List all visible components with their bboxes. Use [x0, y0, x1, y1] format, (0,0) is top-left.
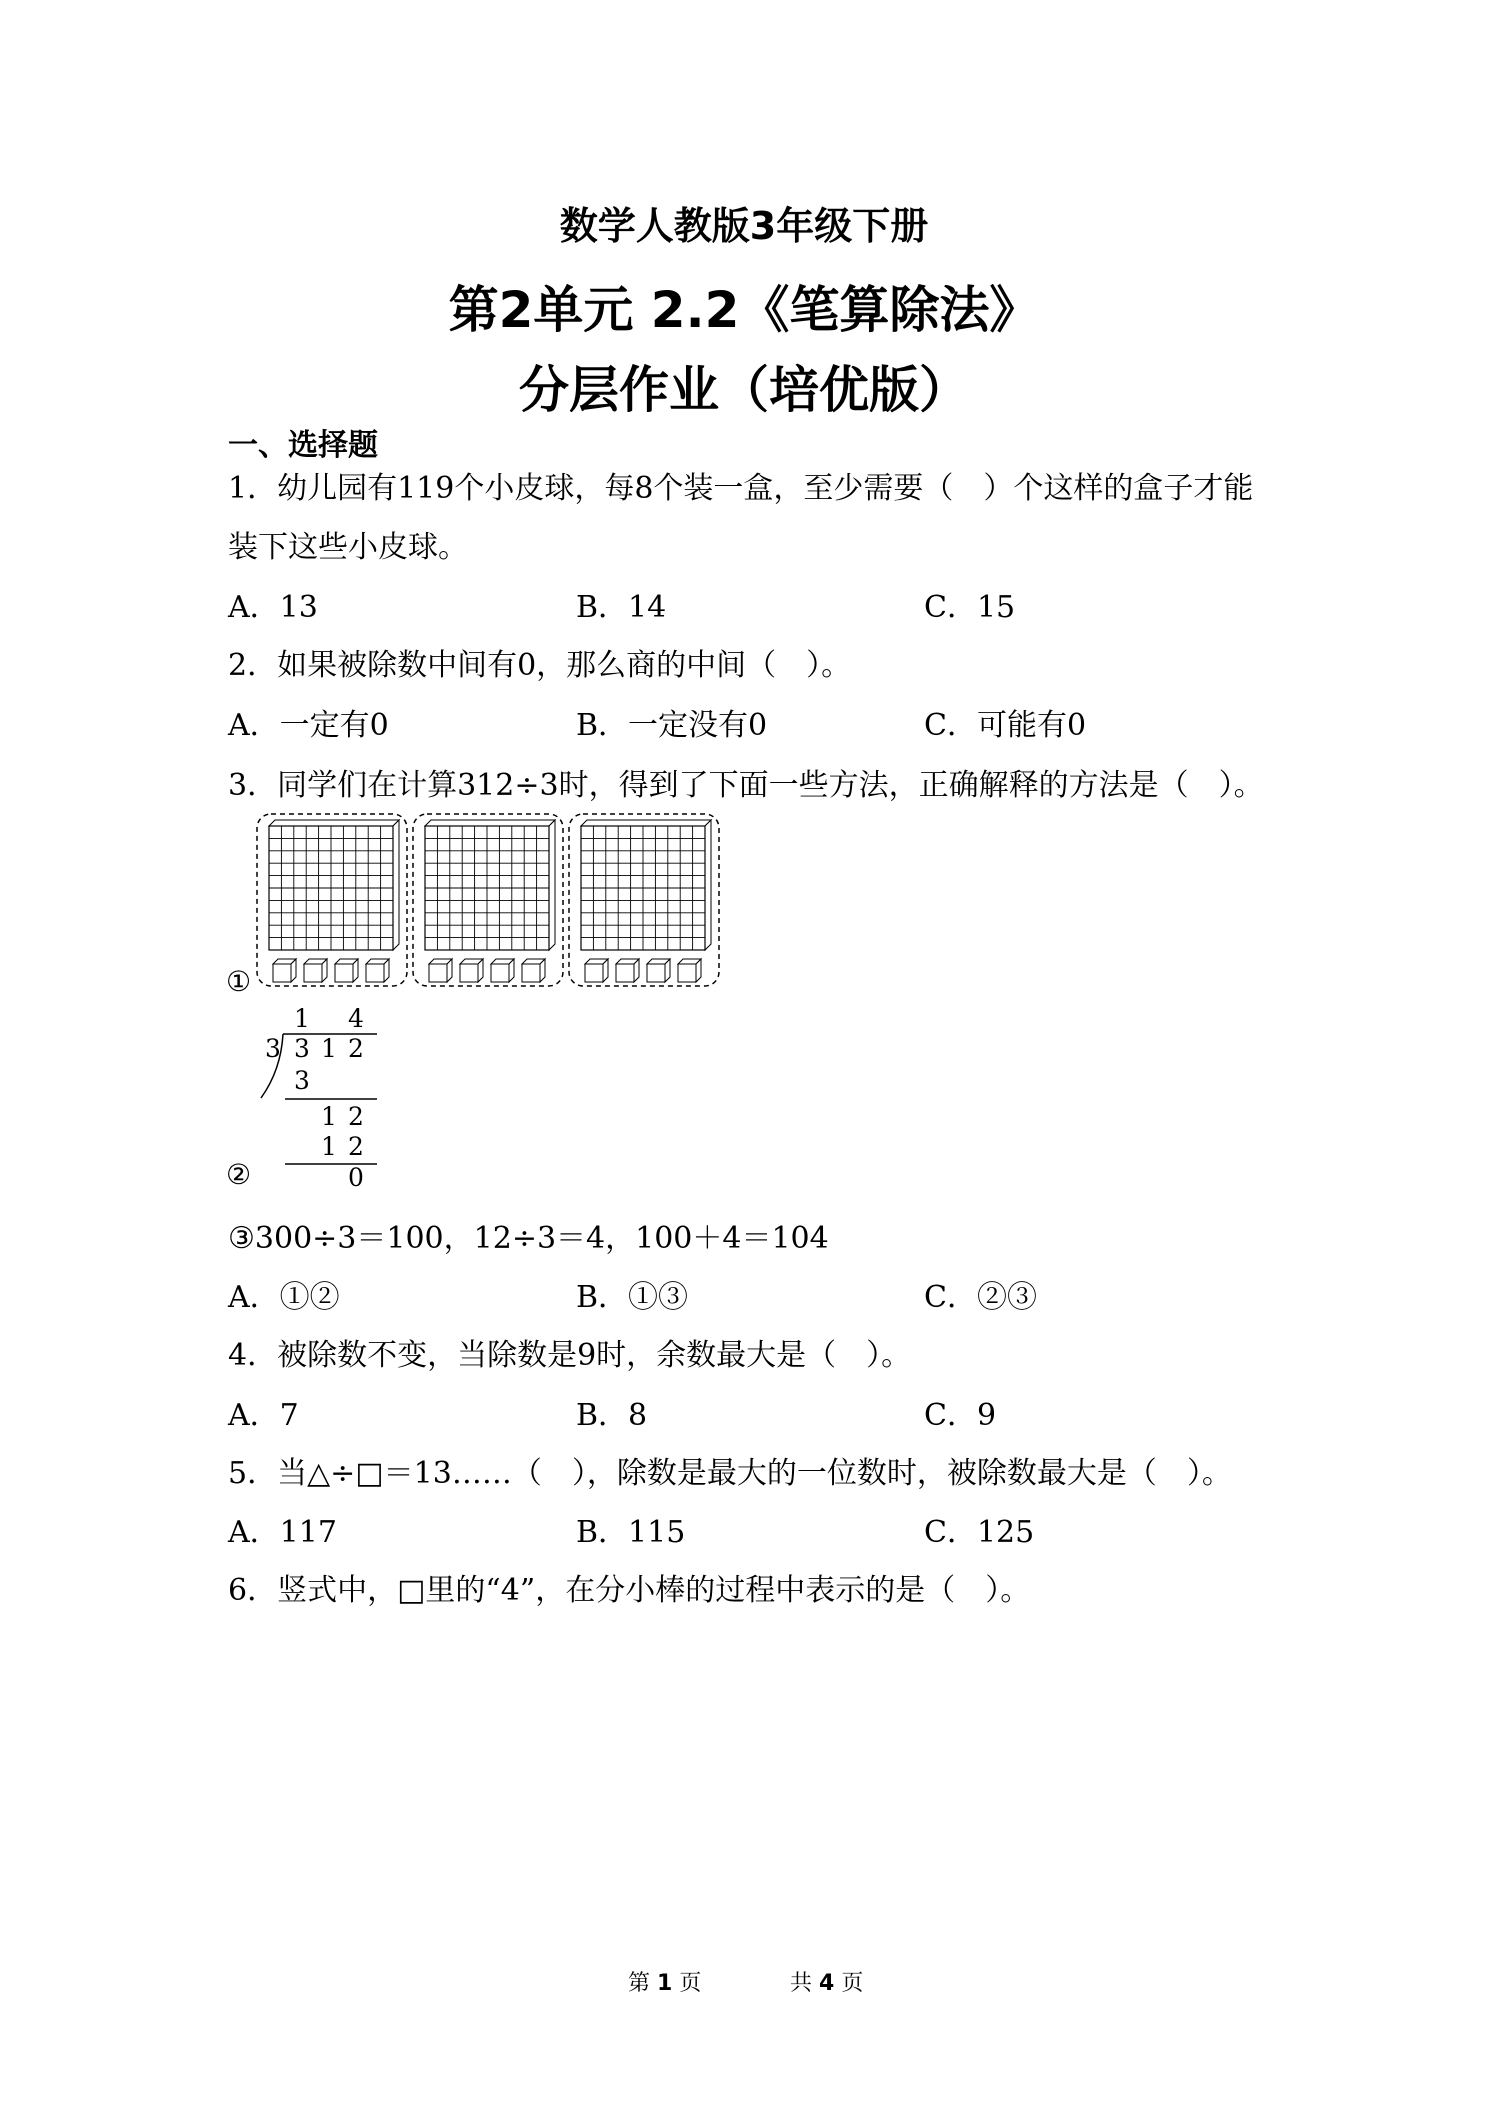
- question-1-line1: 1．幼儿园有119个小皮球，每8个装一盒，至少需要（ ）个这样的盒子才能: [228, 471, 1254, 506]
- unit-cube: [616, 959, 639, 982]
- dividend-digit: 3: [294, 1034, 310, 1063]
- hundred-flat: [269, 820, 399, 950]
- homework-title: 分层作业（培优版）: [519, 361, 969, 419]
- unit-cube: [647, 959, 670, 982]
- q4-option-c: C．9: [924, 1398, 997, 1433]
- q3-option-a: A．①②: [228, 1280, 340, 1315]
- question-2: 2．如果被除数中间有0，那么商的中间（ ）。: [228, 648, 852, 683]
- unit-cube: [304, 959, 327, 982]
- step-digit: 2: [348, 1102, 364, 1131]
- question-5: 5．当△÷□＝13……（ ），除数是最大的一位数时，被除数最大是（ ）。: [228, 1456, 1232, 1491]
- unit-cube: [491, 959, 514, 982]
- q4-option-b: B．8: [576, 1398, 648, 1433]
- block-group: [257, 814, 407, 986]
- step-digit: 2: [348, 1132, 364, 1161]
- long-division-figure: [255, 1000, 395, 1195]
- hundred-flat: [581, 820, 711, 950]
- page-total: 共 4 页: [790, 1971, 864, 1996]
- question-1-line2: 装下这些小皮球。: [228, 530, 468, 565]
- page-number: 第 1 页: [628, 1971, 702, 1996]
- block-group: [569, 814, 719, 986]
- remainder: 0: [348, 1163, 364, 1192]
- unit-cube: [585, 959, 608, 982]
- unit-cube: [429, 959, 452, 982]
- q2-option-c: C．可能有0: [924, 708, 1087, 743]
- q1-option-a: A．13: [228, 590, 318, 625]
- quotient-digit: 1: [294, 1004, 310, 1033]
- method-2-label: ②: [226, 1158, 252, 1191]
- q2-option-b: B．一定没有0: [576, 708, 768, 743]
- base-ten-blocks-figure: [255, 812, 725, 997]
- divisor: 3: [265, 1034, 281, 1063]
- question-6: 6．竖式中，□里的“4”，在分小棒的过程中表示的是（ ）。: [228, 1573, 1031, 1608]
- q5-option-b: B．115: [576, 1515, 686, 1550]
- block-group: [413, 814, 563, 986]
- q3-option-b: B．①③: [576, 1280, 689, 1315]
- q4-option-a: A．7: [228, 1398, 299, 1433]
- unit-cube: [366, 959, 389, 982]
- hundred-flat: [425, 820, 555, 950]
- question-4: 4．被除数不变，当除数是9时，余数最大是（ ）。: [228, 1338, 912, 1373]
- unit-cube: [522, 959, 545, 982]
- unit-cube: [273, 959, 296, 982]
- q1-option-c: C．15: [924, 590, 1016, 625]
- quotient-digit: 4: [348, 1004, 364, 1033]
- dividend-digit: 1: [321, 1034, 337, 1063]
- unit-cube: [678, 959, 701, 982]
- step-digit: 1: [321, 1132, 337, 1161]
- q1-option-b: B．14: [576, 590, 667, 625]
- unit-title: 第2单元 2.2《笔算除法》: [448, 281, 1040, 339]
- unit-cube: [460, 959, 483, 982]
- step-product: 3: [294, 1066, 310, 1095]
- dividend-digit: 2: [348, 1034, 364, 1063]
- unit-cube: [335, 959, 358, 982]
- method-1-label: ①: [226, 965, 252, 998]
- q2-option-a: A．一定有0: [228, 708, 389, 743]
- method-3: ③300÷3＝100，12÷3＝4，100＋4＝104: [228, 1221, 829, 1256]
- question-3: 3．同学们在计算312÷3时，得到了下面一些方法，正确解释的方法是（ ）。: [228, 768, 1264, 803]
- section-heading: 一、选择题: [228, 428, 378, 463]
- doc-title: 数学人教版3年级下册: [559, 204, 929, 248]
- q3-option-c: C．②③: [924, 1280, 1037, 1315]
- q5-option-a: A．117: [228, 1515, 337, 1550]
- q5-option-c: C．125: [924, 1515, 1035, 1550]
- step-digit: 1: [321, 1102, 337, 1131]
